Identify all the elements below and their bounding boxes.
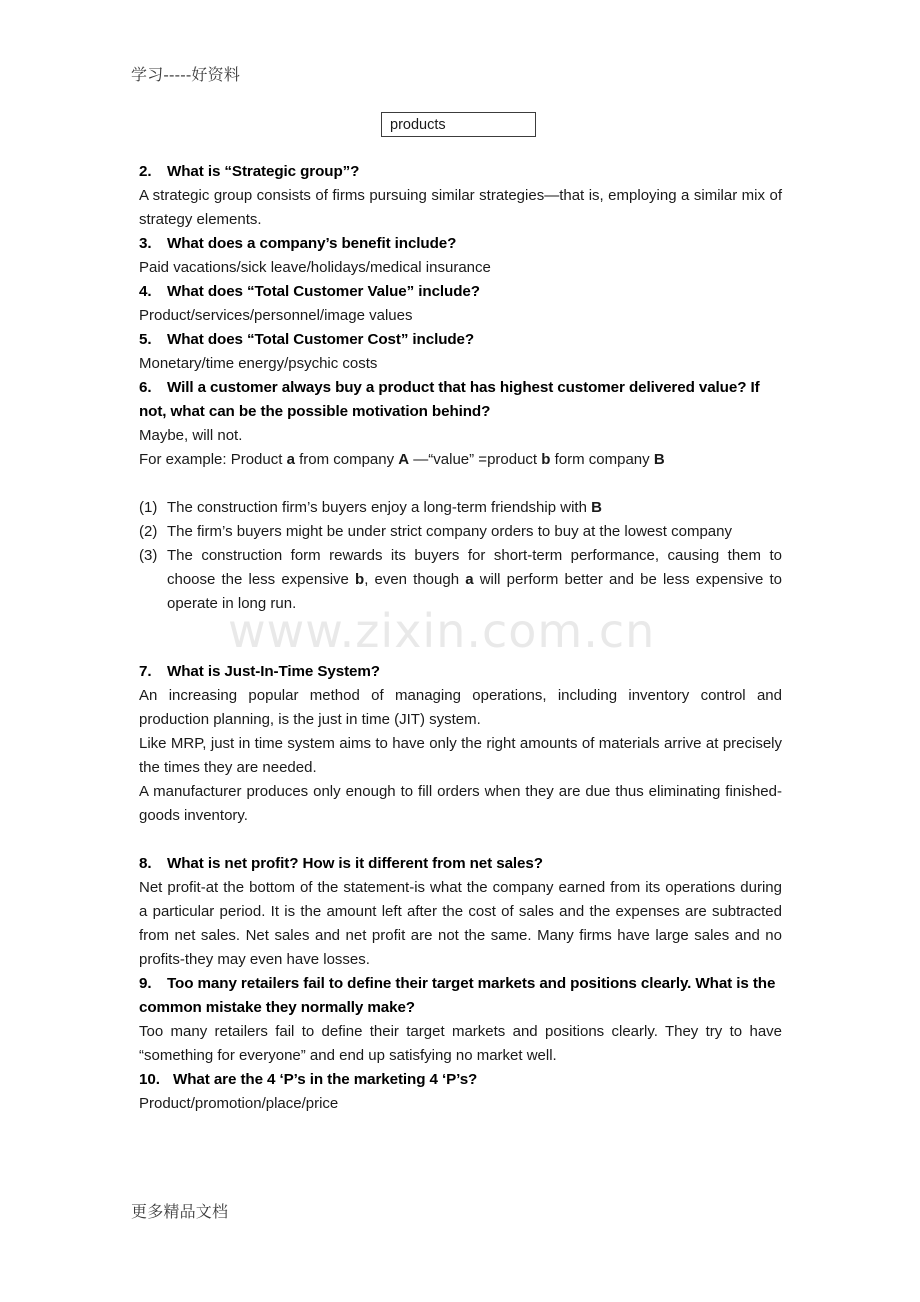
question-text-6: Will a customer always buy a product that has highest customer delivered value? If not, what can be the possible motivation behind?: [139, 379, 760, 420]
answer-text-3: Paid vacations/sick leave/holidays/medical insurance: [139, 259, 491, 276]
question-number-6: 6.: [139, 379, 152, 396]
list-item-3-text-pre: The construction form rewards its buyers for short-term performance, causing them to choose the less expensive: [167, 547, 782, 588]
answer-text-5: Monetary/time energy/psychic costs: [139, 355, 378, 372]
list-item: [139, 496, 782, 520]
answer-text-7-p2: Like MRP, just in time system aims to have only the right amounts of materials arrive at precisely the times they are needed.: [139, 735, 782, 776]
list-item-3-bold-a: a: [465, 571, 474, 588]
list-item-2-text: The firm’s buyers might be under strict company orders to buy at the lowest company: [167, 523, 732, 540]
list-item: [139, 520, 782, 544]
answer-6-product-b: b: [541, 451, 551, 468]
table-cell-label: products: [390, 117, 446, 133]
running-header-text: 学习-----好资料: [131, 65, 241, 84]
paragraph-spacer: [139, 616, 782, 640]
answer-text-2: A strategic group consists of firms pursuing similar strategies—that is, employing a similar mix of strategy elements.: [139, 187, 782, 228]
answer-6-company-a: A: [398, 451, 410, 468]
table-cell-products: [381, 112, 536, 137]
answer-text-8: Net profit-at the bottom of the statement-is what the company earned from its operations during a particular period. It is the amount left after the cost of sales and the expenses are subtracted from net sales. Net sales and net profit are not the same. Many firms have large sales and no profits-they may even have losses.: [139, 879, 782, 968]
question-number-8: 8.: [139, 855, 152, 872]
list-item: [139, 544, 782, 616]
question-number-9: 9.: [139, 975, 152, 992]
answer-text-7-p1: An increasing popular method of managing operations, including inventory control and production planning, is the just in time (JIT) system.: [139, 687, 782, 728]
question-number-4: 4.: [139, 283, 152, 300]
list-marker-2: (2): [139, 523, 158, 540]
question-heading-2: [139, 160, 782, 184]
question-heading-5: [139, 328, 782, 352]
motivation-list: [139, 496, 782, 616]
answer-6-mid2: —“value” =product: [409, 451, 542, 468]
question-text-2: What is “Strategic group”?: [167, 163, 360, 180]
list-item-1-bold-b: B: [591, 499, 602, 516]
question-number-10: 10.: [139, 1071, 160, 1088]
answer-text-7-p3: A manufacturer produces only enough to fill orders when they are due thus eliminating finished-goods inventory.: [139, 783, 782, 824]
list-item-1-text: The construction firm’s buyers enjoy a long-term friendship with: [167, 499, 592, 516]
list-marker-3: (3): [139, 547, 158, 564]
question-text-5: What does “Total Customer Cost” include?: [167, 331, 475, 348]
answer-text-9: Too many retailers fail to define their target markets and positions clearly. They try to have “something for everyone” and end up satisfying no market well.: [139, 1023, 782, 1064]
answer-6-pre: For example: Product: [139, 451, 287, 468]
question-heading-9: [139, 972, 782, 1020]
question-number-2: 2.: [139, 163, 152, 180]
answer-text-6-line1: Maybe, will not.: [139, 427, 243, 444]
list-item-3-text-mid: , even though: [364, 571, 466, 588]
list-item-3-text-post: will perform better and be less expensive to operate in long run.: [167, 571, 782, 612]
question-number-5: 5.: [139, 331, 152, 348]
question-heading-3: [139, 232, 782, 256]
question-heading-4: [139, 280, 782, 304]
question-heading-8: [139, 852, 782, 876]
question-text-10: What are the 4 ‘P’s in the marketing 4 ‘P’s?: [173, 1071, 478, 1088]
paragraph-spacer: [139, 640, 782, 660]
list-marker-1: (1): [139, 499, 158, 516]
question-text-7: What is Just-In-Time System?: [167, 663, 380, 680]
answer-6-product-a: a: [286, 451, 295, 468]
question-heading-6: [139, 376, 782, 424]
paragraph-spacer: [139, 472, 782, 496]
answer-text-10: Product/promotion/place/price: [139, 1095, 339, 1112]
site-watermark: www.zixin.com.cn: [228, 604, 656, 658]
answer-6-mid1: from company: [294, 451, 399, 468]
list-item-3-bold-b: b: [355, 571, 365, 588]
answer-6-company-b: B: [653, 451, 665, 468]
running-footer-text: 更多精品文档: [131, 1202, 229, 1221]
question-number-7: 7.: [139, 663, 152, 680]
question-heading-7: [139, 660, 782, 684]
paragraph-spacer: [139, 828, 782, 852]
question-text-4: What does “Total Customer Value” include?: [167, 283, 480, 300]
question-heading-10: [139, 1068, 782, 1092]
question-text-9: Too many retailers fail to define their target markets and positions clearly. What is the common mistake they normally make?: [139, 975, 776, 1016]
answer-text-4: Product/services/personnel/image values: [139, 307, 413, 324]
question-text-8: What is net profit? How is it different from net sales?: [167, 855, 543, 872]
answer-text-6-line2: [139, 448, 782, 472]
question-number-3: 3.: [139, 235, 152, 252]
question-text-3: What does a company’s benefit include?: [167, 235, 457, 252]
answer-6-mid3: form company: [550, 451, 654, 468]
document-content: [139, 160, 782, 1116]
